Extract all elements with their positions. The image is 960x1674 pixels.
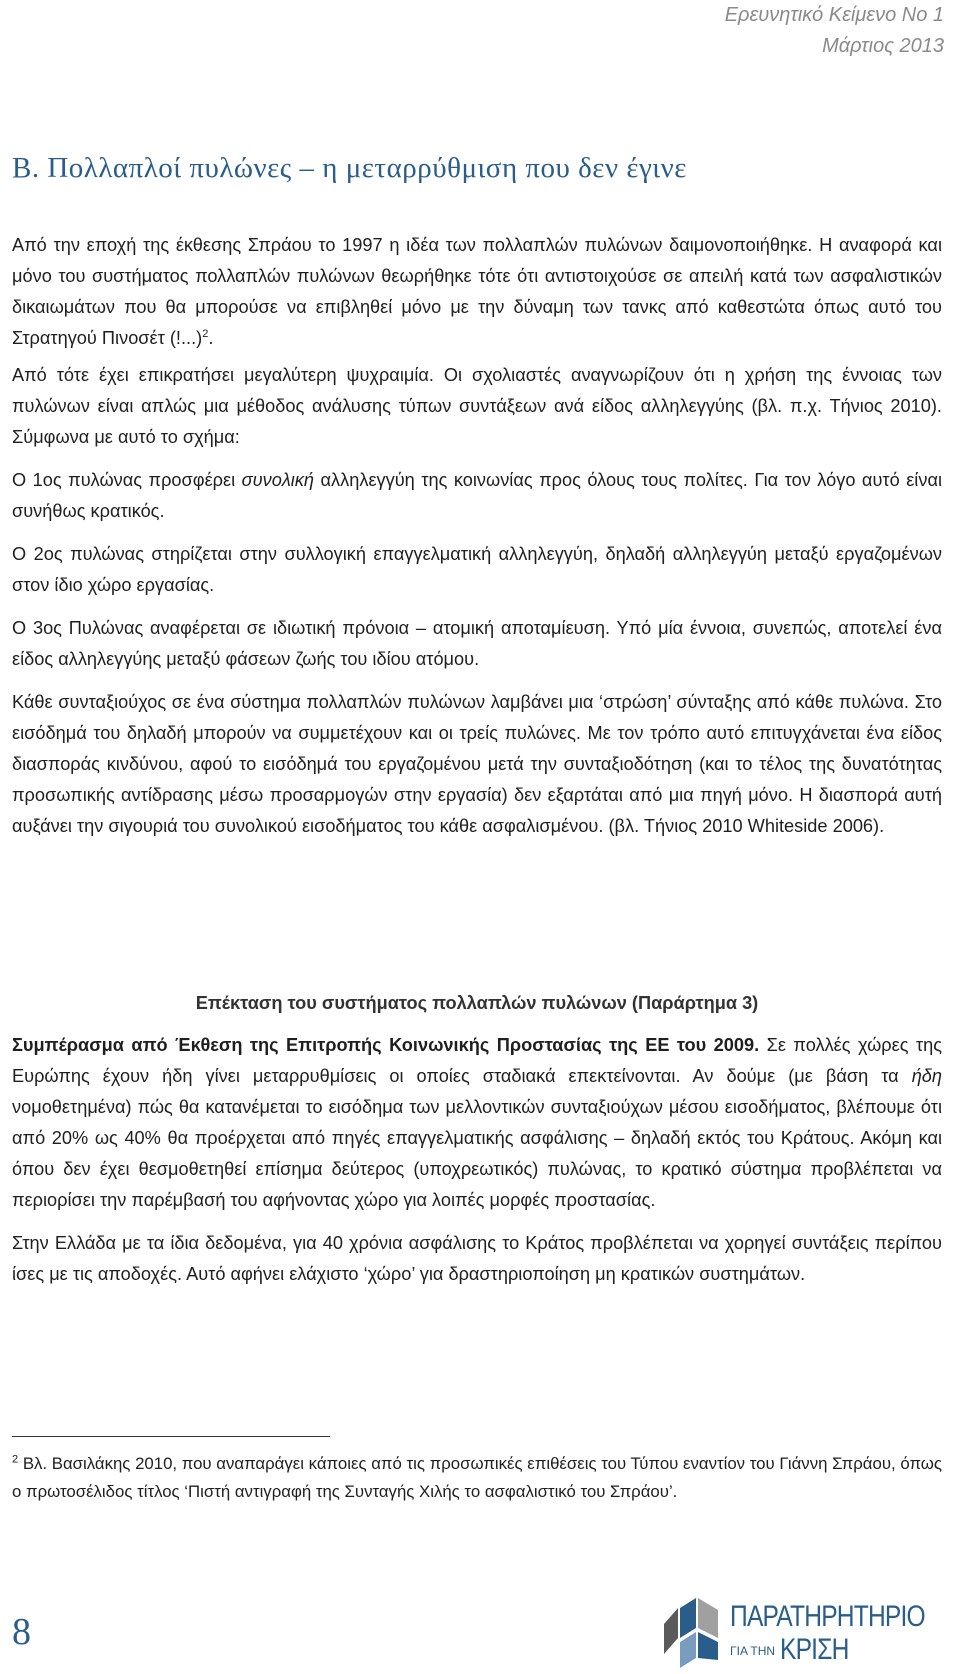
pillar-1-text-b: αλληλεγγύη της κοινωνίας προς όλους τους πολίτες. Για τον λόγο αυτό είναι συνήθως κρατικός. <box>12 470 942 521</box>
main-text <box>12 230 942 854</box>
logo-text-crisis: ΚΡΙΣΗ <box>780 1633 849 1666</box>
subheading-extension: Επέκταση του συστήματος πολλαπλών πυλώνων (Παράρτημα 3) <box>195 993 759 1013</box>
footnote-mark: 2 <box>12 1453 19 1466</box>
paragraph-intro-end: . <box>208 328 214 348</box>
paragraph-intro-text: Από την εποχή της έκθεσης Σπράου το 1997 η ιδέα των πολλαπλών πυλώνων δαιμονοποιήθηκε. Η αναφορά και μόνο του συστήματος πολλαπλών πυλώνων θεωρήθηκε τότε ότι αντιστοιχούσε σε απειλή κατά των ασφαλιστικών δικαιωμάτων που θα μπορούσε να επιβληθεί μόνο με την δύναμη των τανκς από καθεστώτα όπως αυτό του Στρατηγού Πινοσέτ (!...) <box>12 235 942 348</box>
logo-text-observatory: ΠΑΡΑΤΗΡΗΤΗΡΙΟ <box>730 1600 925 1633</box>
conclusion-text-b: νομοθετημένα) πώς θα κατανέμεται το εισόδημα των μελλοντικών συνταξιούχων μέσου εισοδήματος, βλέπουμε ότι από 20% ως 40% θα προέρχεται από πηγές επαγγελματικής ασφάλισης – δηλαδή εκτός του Κράτους. Ακόμη και όπου δεν έχει θεσμοθετηθεί επίσημα δεύτερος (υποχρεωτικός) πυλώνας, το κρατικό σύστημα προβλέπεται να περιορίσει την παρέμβασή του αφήνοντας χώρο για λοιπές μορφές προστασίας. <box>12 1097 942 1210</box>
paragraph-greece: Στην Ελλάδα με τα ίδια δεδομένα, για 40 χρόνια ασφάλισης το Κράτος προβλέπεται να χορηγεί συντάξεις περίπου ίσες με τις αποδοχές. Αυτό αφήνει ελάχιστο ‘χώρο’ για δραστηριοποίηση μη κρατικών συστημάτων. <box>12 1233 942 1284</box>
conclusion-bold-lead: Συμπέρασμα από Έκθεση της Επιτροπής Κοινωνικής Προστασίας της ΕΕ του 2009. <box>12 1035 760 1055</box>
logo-text-for-the: ΓΙΑ ΤΗΝ <box>730 1644 776 1658</box>
footnote-ref-2[interactable]: 2 <box>202 327 209 340</box>
conclusion-text-a: Σε πολλές χώρες της Ευρώπης έχουν ήδη γίνει μεταρρυθμίσεις οι οποίες σταδιακά επεκτείνονται. Αν δούμε (με βάση τα <box>12 1035 942 1086</box>
paragraph-scheme: Από τότε έχει επικρατήσει μεγαλύτερη ψυχραιμία. Οι σχολιαστές αναγνωρίζουν ότι η χρήση της έννοιας των πυλώνων είναι απλώς μια μέθοδος ανάλυσης τύπων συντάξεων ανά είδος αλληλεγγύης (βλ. π.χ. Τήνιος 2010). Σύμφωνα με αυτό το σχήμα: <box>12 365 942 447</box>
page-header <box>725 0 944 62</box>
pillar-1-emphasis: συνολική <box>241 470 315 490</box>
section-title: Β. Πολλαπλοί πυλώνες – η μεταρρύθμιση που δεν έγινε <box>12 152 687 184</box>
page-number: 8 <box>12 1611 31 1653</box>
conclusion-emphasis: ήδη <box>911 1066 942 1086</box>
footnote-text: Βλ. Βασιλάκης 2010, που αναπαράγει κάποιες από τις προσωπικές επιθέσεις του Τύπου εναντίον του Γιάννη Σπράου, όπως ο πρωτοσέλιδος τίτλος ‘Πιστή αντιγραφή της Συνταγής Χιλής το ασφαλιστικό του Σπράου’. <box>12 1454 942 1501</box>
logo-mark-icon <box>662 1598 720 1668</box>
pillar-1-text-a: Ο 1ος πυλώνας προσφέρει <box>12 470 242 490</box>
paragraph-layers: Κάθε συνταξιούχος σε ένα σύστημα πολλαπλών πυλώνων λαμβάνει μια ‘στρώση’ σύνταξης από κάθε πυλώνα. Στο εισόδημά του δηλαδή μπορούν να συμμετέχουν και οι τρείς πυλώνες. Με τον τρόπο αυτό επιτυγχάνεται ένα είδος διασποράς κινδύνου, αφού το εισόδημά του εργαζομένου μετά την συνταξιοδότηση (και το τέλος της δυνατότητας προσωπικής αντίδρασης μέσω προσαρμογών στην εργασία) δεν εξαρτάται από μια πηγή μόνο. Η διασπορά αυτή αυξάνει την σιγουριά του συνολικού εισοδήματος του κάθε ασφαλισμένου. (βλ. Τήνιος 2010 Whiteside 2006). <box>12 692 942 836</box>
paragraph-pillar-2: Ο 2ος πυλώνας στηρίζεται στην συλλογική επαγγελματική αλληλεγγύη, δηλαδή αλληλεγγύη μεταξύ εργαζομένων στον ίδιο χώρο εργασίας. <box>12 544 942 595</box>
footnote-separator <box>12 1436 330 1437</box>
header-doc-type: Ερευνητικό Κείμενο Νο 1 <box>724 4 944 26</box>
secondary-text <box>12 1030 942 1302</box>
paragraph-pillar-1 <box>12 465 942 527</box>
header-date: Μάρτιος 2013 <box>822 35 944 57</box>
footnote-2 <box>12 1450 942 1506</box>
observatory-logo <box>662 1598 952 1668</box>
paragraph-intro <box>12 230 942 354</box>
paragraph-pillar-3: Ο 3ος Πυλώνας αναφέρεται σε ιδιωτική πρόνοια – ατομική αποταμίευση. Υπό μία έννοια, συνεπώς, αποτελεί ένα είδος αλληλεγγύης μεταξύ φάσεων ζωής του ιδίου ατόμου. <box>12 618 942 669</box>
paragraph-conclusion <box>12 1030 942 1216</box>
